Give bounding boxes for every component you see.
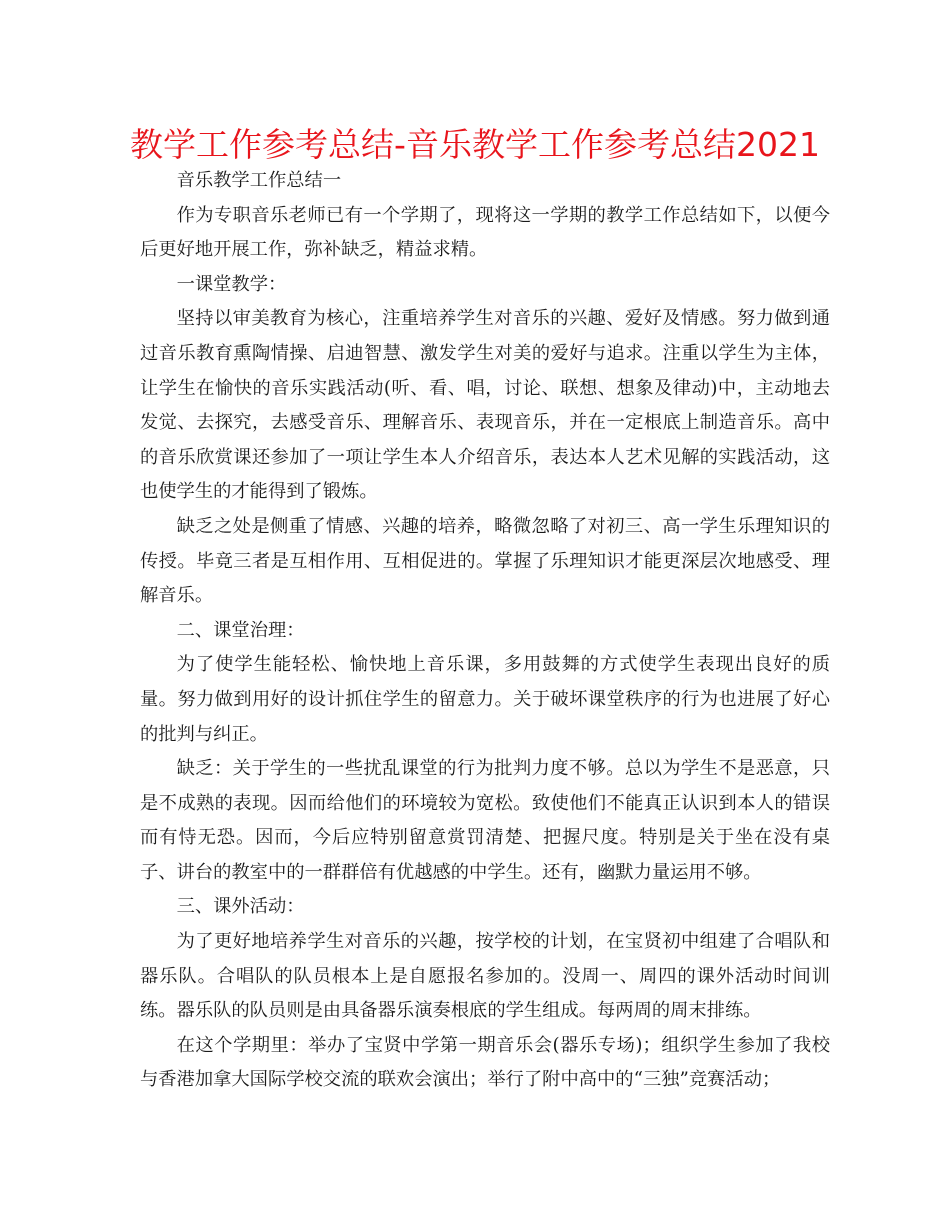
paragraph-extracurricular: 为了更好地培养学生对音乐的兴趣，按学校的计划，在宝贤初中组建了合唱队和器乐队。合唱队的队员根本上是自愿报名参加的。没周一、周四的课外活动时间训练。器乐队的队员则是由具备器乐演奏根底的学生组成。每两周的周末排练。 bbox=[140, 931, 830, 1022]
section-heading-classroom-teaching: 一课堂教学： bbox=[176, 273, 287, 295]
paragraph-teaching-shortcoming: 缺乏之处是侧重了情感、兴趣的培养，略微忽略了对初三、高一学生乐理知识的传授。毕竟三者是互相作用、互相促进的。掌握了乐理知识才能更深层次地感受、理解音乐。 bbox=[140, 515, 830, 607]
paragraph-classroom-management: 为了使学生能轻松、愉快地上音乐课，多用鼓舞的方式使学生表现出良好的质量。努力做到用好的设计抓住学生的留意力。关于破坏课堂秩序的行为也进展了好心的批判与纠正。 bbox=[140, 654, 830, 745]
section-subtitle: 音乐教学工作总结一 bbox=[176, 170, 342, 191]
paragraph-semester-activities: 在这个学期里：举办了宝贤中学第一期音乐会(器乐专场)；组织学生参加了我校与香港加拿大国际学校交流的联欢会演出；举行了附中高中的“三独”竞赛活动； bbox=[140, 1034, 830, 1091]
document-title: 教学工作参考总结-音乐教学工作参考总结2021 bbox=[130, 125, 820, 164]
paragraph-management-shortcoming: 缺乏：关于学生的一些扰乱课堂的行为批判力度不够。总以为学生不是恶意，只是不成熟的表现。因而给他们的环境较为宽松。致使他们不能真正认识到本人的错误而有恃无恐。因而，今后应特别留意赏罚清楚、把握尺度。特别是关于坐在没有桌子、讲台的教室中的一群群倍有优越感的中学生。还有，幽默力量运用不够。 bbox=[140, 758, 830, 883]
document-body bbox=[140, 164, 830, 1098]
paragraph-intro: 作为专职音乐老师已有一个学期了，现将这一学期的教学工作总结如下，以便今后更好地开展工作，弥补缺乏，精益求精。 bbox=[140, 204, 830, 261]
section-heading-classroom-management: 二、课堂治理： bbox=[176, 619, 305, 641]
paragraph-classroom-teaching: 坚持以审美教育为核心，注重培养学生对音乐的兴趣、爱好及情感。努力做到通过音乐教育熏陶情操、启迪智慧、激发学生对美的爱好与追求。注重以学生为主体，让学生在愉快的音乐实践活动(听、看、唱，讨论、联想、想象及律动)中，主动地去发觉、去探究，去感受音乐、理解音乐、表现音乐，并在一定根底上制造音乐。高中的音乐欣赏课还参加了一项让学生本人介绍音乐，表达本人艺术见解的实践活动，这也使学生的才能得到了锻炼。 bbox=[140, 308, 830, 503]
section-heading-extracurricular: 三、课外活动： bbox=[176, 896, 305, 918]
